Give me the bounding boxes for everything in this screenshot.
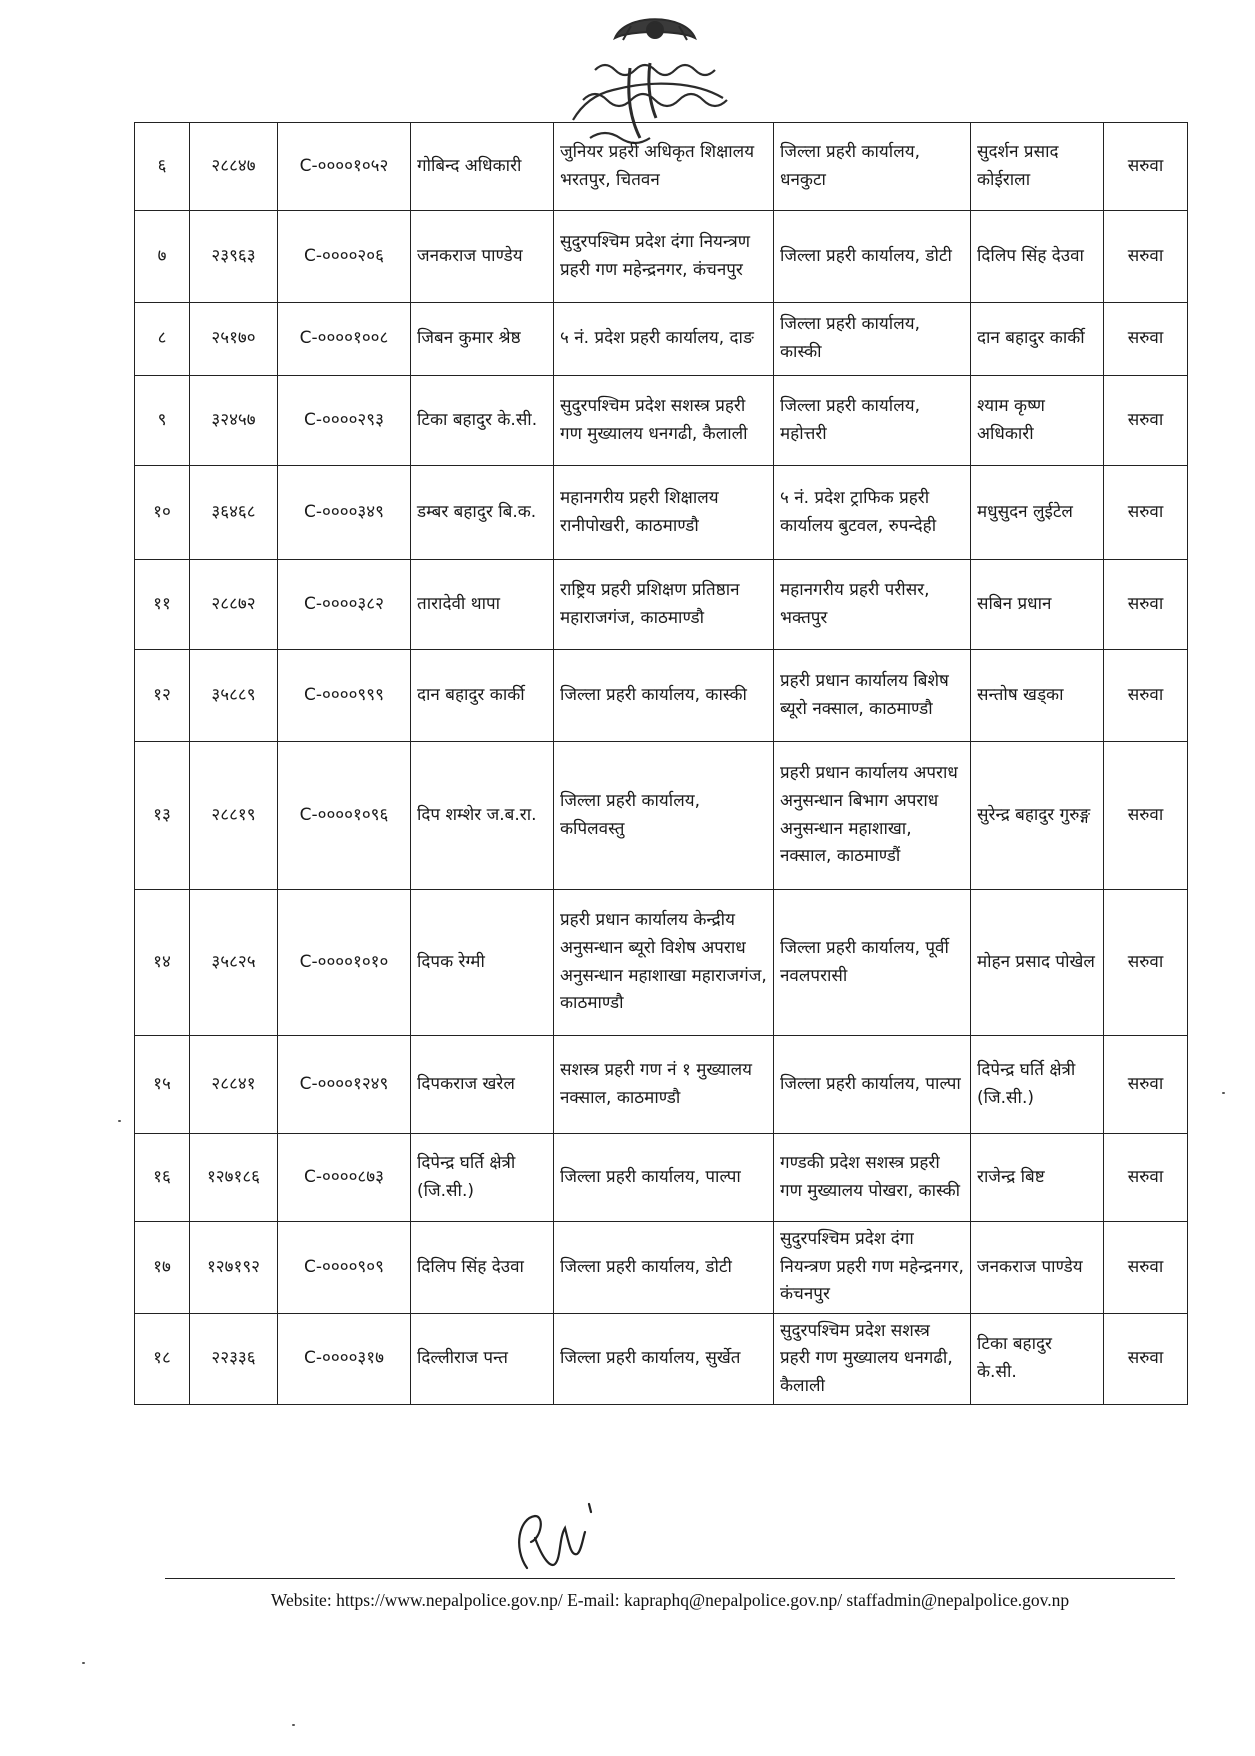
action-cell: सरुवा	[1104, 376, 1188, 466]
current-office-cell: जिल्ला प्रहरी कार्यालय, कपिलवस्तु	[554, 742, 774, 890]
serial-number-cell: १०	[135, 466, 190, 560]
code-number-cell: C-००००१२४९	[278, 1036, 411, 1134]
action-cell: सरुवा	[1104, 123, 1188, 211]
code-number-cell: C-००००२९३	[278, 376, 411, 466]
current-office-cell: ५ नं. प्रदेश प्रहरी कार्यालय, दाङ	[554, 303, 774, 376]
employee-name-cell: दिलिप सिंह देउवा	[411, 1222, 554, 1314]
police-id-cell: ३२४५७	[190, 376, 278, 466]
police-id-cell: ३५८२५	[190, 890, 278, 1036]
table-row	[135, 1222, 1188, 1314]
new-office-cell: जिल्ला प्रहरी कार्यालय, पाल्पा	[774, 1036, 971, 1134]
footer-rule	[165, 1578, 1175, 1579]
police-id-cell: ३६४६८	[190, 466, 278, 560]
serial-number-cell: १२	[135, 650, 190, 742]
employee-name-cell: टिका बहादुर के.सी.	[411, 376, 554, 466]
replacement-name-cell: मोहन प्रसाद पोखेल	[971, 890, 1104, 1036]
current-office-cell: सुदुरपश्चिम प्रदेश दंगा नियन्त्रण प्रहरी गण महेन्द्रनगर, कंचनपुर	[554, 211, 774, 303]
action-cell: सरुवा	[1104, 650, 1188, 742]
police-id-cell: २३९६३	[190, 211, 278, 303]
table-row	[135, 742, 1188, 890]
table-row	[135, 123, 1188, 211]
employee-name-cell: जिबन कुमार श्रेष्ठ	[411, 303, 554, 376]
employee-name-cell: तारादेवी थापा	[411, 560, 554, 650]
table-row	[135, 1036, 1188, 1134]
current-office-cell: सुदुरपश्चिम प्रदेश सशस्त्र प्रहरी गण मुख्यालय धनगढी, कैलाली	[554, 376, 774, 466]
code-number-cell: C-००००८७३	[278, 1134, 411, 1222]
footer-contact: Website: https://www.nepalpolice.gov.np/ E-mail: kapraphq@nepalpolice.gov.np/ staffadmin@nepalpolice.gov.np	[270, 1590, 1070, 1610]
current-office-cell: प्रहरी प्रधान कार्यालय केन्द्रीय अनुसन्धान ब्यूरो विशेष अपराध अनुसन्धान महाशाखा महाराजगंज, काठमाण्डौ	[554, 890, 774, 1036]
serial-number-cell: १४	[135, 890, 190, 1036]
replacement-name-cell: सन्तोष खड्का	[971, 650, 1104, 742]
serial-number-cell: १८	[135, 1313, 190, 1405]
replacement-name-cell: राजेन्द्र बिष्ट	[971, 1134, 1104, 1222]
replacement-name-cell: दान बहादुर कार्की	[971, 303, 1104, 376]
serial-number-cell: ११	[135, 560, 190, 650]
action-cell: सरुवा	[1104, 560, 1188, 650]
replacement-name-cell: टिका बहादुर के.सी.	[971, 1313, 1104, 1405]
replacement-name-cell: दिपेन्द्र घर्ति क्षेत्री (जि.सी.)	[971, 1036, 1104, 1134]
police-id-cell: १२७१८६	[190, 1134, 278, 1222]
scan-speck	[118, 1120, 121, 1122]
serial-number-cell: १३	[135, 742, 190, 890]
code-number-cell: C-००००१०५२	[278, 123, 411, 211]
current-office-cell: महानगरीय प्रहरी शिक्षालय रानीपोखरी, काठमाण्डौ	[554, 466, 774, 560]
police-id-cell: १२७१९२	[190, 1222, 278, 1314]
police-id-cell: २८८४१	[190, 1036, 278, 1134]
replacement-name-cell: मधुसुदन लुईटेल	[971, 466, 1104, 560]
code-number-cell: C-००००२०६	[278, 211, 411, 303]
employee-name-cell: दिपक रेग्मी	[411, 890, 554, 1036]
current-office-cell: सशस्त्र प्रहरी गण नं १ मुख्यालय नक्साल, काठमाण्डौ	[554, 1036, 774, 1134]
signature	[505, 1498, 605, 1588]
current-office-cell: राष्ट्रिय प्रहरी प्रशिक्षण प्रतिष्ठान महाराजगंज, काठमाण्डौ	[554, 560, 774, 650]
police-id-cell: २८८१९	[190, 742, 278, 890]
scan-speck	[292, 1724, 295, 1726]
new-office-cell: सुदुरपश्चिम प्रदेश सशस्त्र प्रहरी गण मुख्यालय धनगढी, कैलाली	[774, 1313, 971, 1405]
code-number-cell: C-००००९९९	[278, 650, 411, 742]
employee-name-cell: दिप शम्शेर ज.ब.रा.	[411, 742, 554, 890]
current-office-cell: जिल्ला प्रहरी कार्यालय, कास्की	[554, 650, 774, 742]
serial-number-cell: ९	[135, 376, 190, 466]
police-id-cell: ३५८८९	[190, 650, 278, 742]
employee-name-cell: जनकराज पाण्डेय	[411, 211, 554, 303]
action-cell: सरुवा	[1104, 1036, 1188, 1134]
employee-name-cell: दिपेन्द्र घर्ति क्षेत्री (जि.सी.)	[411, 1134, 554, 1222]
action-cell: सरुवा	[1104, 303, 1188, 376]
new-office-cell: महानगरीय प्रहरी परीसर, भक्तपुर	[774, 560, 971, 650]
code-number-cell: C-००००१००८	[278, 303, 411, 376]
action-cell: सरुवा	[1104, 742, 1188, 890]
code-number-cell: C-००००३८२	[278, 560, 411, 650]
replacement-name-cell: सुरेन्द्र बहादुर गुरुङ्ग	[971, 742, 1104, 890]
new-office-cell: ५ नं. प्रदेश ट्राफिक प्रहरी कार्यालय बुटवल, रुपन्देही	[774, 466, 971, 560]
employee-name-cell: दिल्लीराज पन्त	[411, 1313, 554, 1405]
replacement-name-cell: जनकराज पाण्डेय	[971, 1222, 1104, 1314]
transfer-roster-table	[134, 122, 1188, 1405]
action-cell: सरुवा	[1104, 1134, 1188, 1222]
table-row	[135, 303, 1188, 376]
new-office-cell: जिल्ला प्रहरी कार्यालय, महोत्तरी	[774, 376, 971, 466]
new-office-cell: प्रहरी प्रधान कार्यालय अपराध अनुसन्धान बिभाग अपराध अनुसन्धान महाशाखा, नक्साल, काठमाण्डौं	[774, 742, 971, 890]
new-office-cell: गण्डकी प्रदेश सशस्त्र प्रहरी गण मुख्यालय पोखरा, कास्की	[774, 1134, 971, 1222]
replacement-name-cell: सबिन प्रधान	[971, 560, 1104, 650]
serial-number-cell: १५	[135, 1036, 190, 1134]
table-row	[135, 650, 1188, 742]
serial-number-cell: ८	[135, 303, 190, 376]
replacement-name-cell: सुदर्शन प्रसाद कोईराला	[971, 123, 1104, 211]
employee-name-cell: गोबिन्द अधिकारी	[411, 123, 554, 211]
table-row	[135, 211, 1188, 303]
new-office-cell: जिल्ला प्रहरी कार्यालय, पूर्वी नवलपरासी	[774, 890, 971, 1036]
code-number-cell: C-००००१०९६	[278, 742, 411, 890]
table-row	[135, 560, 1188, 650]
serial-number-cell: ६	[135, 123, 190, 211]
scan-speck	[1222, 1092, 1225, 1094]
table-row	[135, 376, 1188, 466]
code-number-cell: C-००००९०९	[278, 1222, 411, 1314]
serial-number-cell: १६	[135, 1134, 190, 1222]
police-id-cell: २८८७२	[190, 560, 278, 650]
new-office-cell: जिल्ला प्रहरी कार्यालय, डोटी	[774, 211, 971, 303]
replacement-name-cell: दिलिप सिंह देउवा	[971, 211, 1104, 303]
serial-number-cell: ७	[135, 211, 190, 303]
current-office-cell: जिल्ला प्रहरी कार्यालय, डोटी	[554, 1222, 774, 1314]
roster-body	[135, 123, 1188, 1405]
new-office-cell: प्रहरी प्रधान कार्यालय बिशेष ब्यूरो नक्साल, काठमाण्डौ	[774, 650, 971, 742]
table-row	[135, 1313, 1188, 1405]
police-id-cell: २५१७०	[190, 303, 278, 376]
police-id-cell: २८८४७	[190, 123, 278, 211]
action-cell: सरुवा	[1104, 890, 1188, 1036]
action-cell: सरुवा	[1104, 466, 1188, 560]
new-office-cell: जिल्ला प्रहरी कार्यालय, कास्की	[774, 303, 971, 376]
code-number-cell: C-००००३४९	[278, 466, 411, 560]
table-row	[135, 890, 1188, 1036]
action-cell: सरुवा	[1104, 1313, 1188, 1405]
code-number-cell: C-००००१०१०	[278, 890, 411, 1036]
nepal-emblem-icon	[615, 19, 695, 40]
current-office-cell: जिल्ला प्रहरी कार्यालय, पाल्पा	[554, 1134, 774, 1222]
table-row	[135, 1134, 1188, 1222]
employee-name-cell: दान बहादुर कार्की	[411, 650, 554, 742]
replacement-name-cell: श्याम कृष्ण अधिकारी	[971, 376, 1104, 466]
action-cell: सरुवा	[1104, 1222, 1188, 1314]
new-office-cell: जिल्ला प्रहरी कार्यालय, धनकुटा	[774, 123, 971, 211]
action-cell: सरुवा	[1104, 211, 1188, 303]
code-number-cell: C-००००३१७	[278, 1313, 411, 1405]
employee-name-cell: दिपकराज खरेल	[411, 1036, 554, 1134]
new-office-cell: सुदुरपश्चिम प्रदेश दंगा नियन्त्रण प्रहरी गण महेन्द्रनगर, कंचनपुर	[774, 1222, 971, 1314]
police-id-cell: २२३३६	[190, 1313, 278, 1405]
current-office-cell: जुनियर प्रहरी अधिकृत शिक्षालय भरतपुर, चितवन	[554, 123, 774, 211]
employee-name-cell: डम्बर बहादुर बि.क.	[411, 466, 554, 560]
table-row	[135, 466, 1188, 560]
current-office-cell: जिल्ला प्रहरी कार्यालय, सुर्खेत	[554, 1313, 774, 1405]
serial-number-cell: १७	[135, 1222, 190, 1314]
scan-speck	[82, 1662, 85, 1664]
